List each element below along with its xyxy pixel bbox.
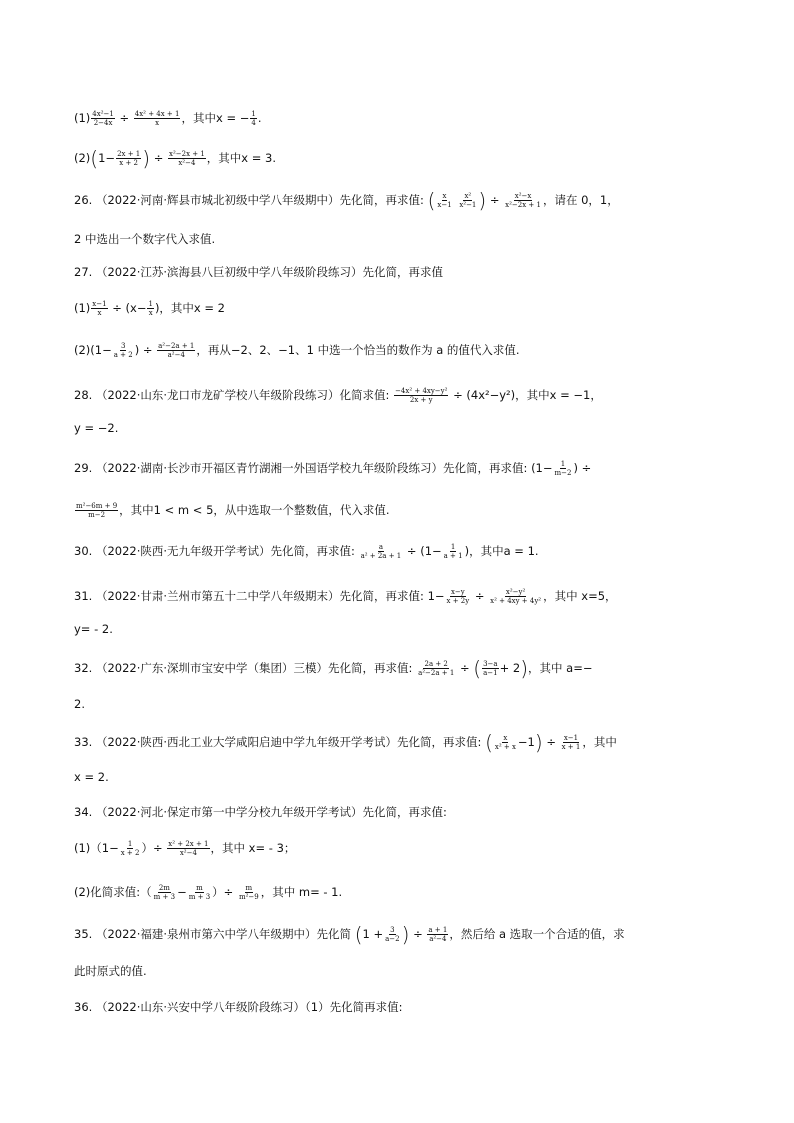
problem-31-line-2: y= - 2.: [74, 622, 113, 636]
problem-31: 31. （2022·甘肃·兰州市第五十二中学八年级期末）先化简，再求值: 1− $\frac{x-y}{x + 2y}$ ÷ $\frac{\text{x²−y²}}{\text{x² + 4xy + 4y²}}$ ，其中 x=5，: [74, 588, 617, 605]
problem-27-part-1: (1) $\frac{x-1}{x}$ ÷ (x− $\frac{1}{x}$ )，其中x = 2: [74, 300, 225, 317]
problem-27-part-2: (2)(1− $\frac{3}{a + 2}$ ) ÷ $\frac{\text{a²−2a + 1}}{\text{a²−4}}$ ，再从−2、2、−1、1 中选一个恰当的数作为 a 的值代入求值.: [74, 342, 520, 359]
problem-34-part-1: (1)（1− $\frac{1}{x + 2}$ ）÷ $\frac{\text{x² + 2x + 1}}{\text{x²−4}}$ ，其中 x= - 3；: [74, 840, 296, 857]
problem-28: 28. （2022·山东·龙口市龙矿学校八年级阶段练习）化简求值: $\frac{\text{−4x² + 4xy−y²}}{2x + y}$ ÷ (4x²−y²)，其中x = −1，: [74, 387, 602, 404]
problem-32: 32. （2022·广东·深圳市宝安中学（集团）三模）先化简，再求值: $\frac{2a + 2}{\text{a²−2a + 1}}$ ÷ ( $\frac{3-a}{a-1}$ + 2)，其中 a=−: [74, 656, 593, 681]
problem-26-line-2: 2 中选出一个数字代入求值.: [74, 232, 216, 246]
problem-29: 29. （2022·湖南·长沙市开福区青竹湖湘一外国语学校九年级阶段练习）先化简，再求值: (1− $\frac{1}{m-2}$ ) ÷: [74, 460, 592, 477]
problem-36: 36. （2022·山东·兴安中学八年级阶段练习）（1）先化简再求值:: [74, 1000, 403, 1014]
problem-25-part-1: (1) $\frac{\text{4x²−1}}{2-4x}$ ÷ $\frac{\text{4x² + 4x + 1}}{x}$ ，其中x = − $\frac{1}{4}$ .: [74, 110, 262, 127]
problem-34: 34. （2022·河北·保定市第一中学分校九年级开学考试）先化简，再求值:: [74, 805, 447, 819]
problem-35: 35. （2022·福建·泉州市第六中学八年级期中）先化简 (1 + $\frac{3}{a-2}$ ) ÷ $\frac{a + 1}{\text{a²−4}}$ ，然后给 a 选取一个合适的值，求: [74, 922, 625, 947]
problem-34-part-2: (2)化简求值:（ $\frac{2m}{m + 3}$ − $\frac{m}{m + 3}$ ）÷ $\frac{m}{\text{m²−9}}$ ，其中 m= - 1.: [74, 884, 343, 901]
problem-27: 27. （2022·江苏·滨海县八巨初级中学八年级阶段练习）先化简，再求值: [74, 265, 444, 279]
problem-28-line-2: y = −2.: [74, 421, 119, 435]
problem-30: 30. （2022·陕西·无九年级开学考试）先化简，再求值: $\frac{a}{\text{a² + 2a + 1}}$ ÷ (1− $\frac{1}{a + 1}$ )，其中a = 1.: [74, 543, 539, 560]
problem-33: 33. （2022·陕西·西北工业大学咸阳启迪中学九年级开学考试）先化简，再求值: ( $\frac{x}{\text{x² + x}}$ −1) ÷ $\frac{x-1}{x + 1}$ ，其中: [74, 730, 617, 755]
problem-25-part-2: (2)(1− $\frac{2x + 1}{x + 2}$ ) ÷ $\frac{\text{x²−2x + 1}}{\text{x²−4}}$ ，其中x = 3.: [74, 146, 277, 171]
problem-29-line-2: $\frac{\text{m²−6m + 9}}{m-2}$ ，其中1 < m < 5，从中选取一个整数值，代入求值.: [76, 502, 390, 519]
problem-33-line-2: x = 2.: [74, 770, 109, 784]
problem-35-line-2: 此时原式的值.: [74, 964, 147, 978]
problem-32-line-2: 2.: [74, 697, 85, 711]
problem-26: 26. （2022·河南·辉县市城北初级中学八年级期中）先化简，再求值: ( $\frac{x}{x-1}$ $\frac{\text{x²}}{\text{x²−1}}$ ) ÷ $\frac{\text{x²−x}}{\text{x²−2x + 1}}$ ，请在 0，1，: [74, 188, 619, 213]
